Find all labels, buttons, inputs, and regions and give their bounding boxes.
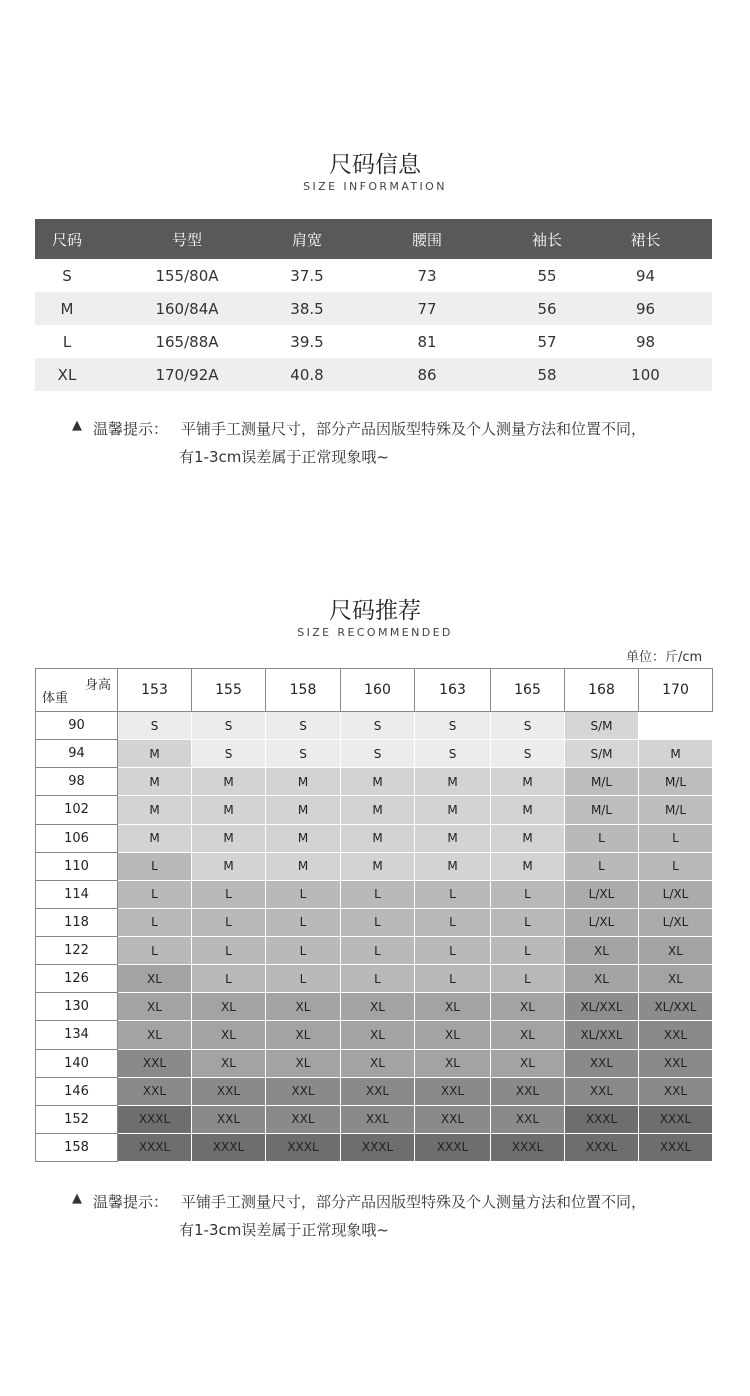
size-cell: L	[415, 937, 491, 965]
corner-weight-label: 体重	[42, 691, 69, 706]
size-info-header-cell: 裙长	[579, 219, 712, 259]
size-cell: XL	[118, 965, 192, 993]
size-cell: L	[118, 852, 192, 880]
size-cell: XXXL	[565, 1105, 639, 1133]
size-cell: L	[341, 880, 415, 908]
weight-cell: 158	[36, 1133, 118, 1161]
size-cell: M	[192, 768, 266, 796]
size-info-cell: 40.8	[275, 358, 339, 391]
warning-icon: ▲	[72, 1191, 82, 1206]
size-info-cell: 39.5	[290, 332, 324, 351]
weight-cell: 130	[36, 993, 118, 1021]
size-info-cell: 81	[417, 332, 437, 351]
weight-cell: 94	[36, 740, 118, 768]
size-cell: M	[341, 796, 415, 824]
size-cell: XL	[118, 993, 192, 1021]
weight-row	[36, 1077, 713, 1105]
size-cell: L	[341, 965, 415, 993]
size-cell: S	[415, 740, 491, 768]
size-cell: XXL	[341, 1077, 415, 1105]
size-cell: L	[565, 824, 639, 852]
size-cell: XXL	[266, 1105, 341, 1133]
size-cell: XXXL	[491, 1133, 565, 1161]
size-cell: M	[415, 824, 491, 852]
size-cell: L	[639, 852, 713, 880]
unit-label: 单位：斤/cm	[626, 650, 703, 665]
size-cell: M	[341, 852, 415, 880]
size-cell: L	[118, 908, 192, 936]
size-cell: XXL	[118, 1049, 192, 1077]
size-cell: XXL	[415, 1105, 491, 1133]
size-info-cell: 38.5	[275, 292, 339, 325]
size-cell: XL	[415, 1049, 491, 1077]
size-info-row	[35, 358, 712, 391]
size-info-header-cell: 尺码	[35, 219, 99, 259]
weight-row	[36, 1049, 713, 1077]
weight-row	[36, 1021, 713, 1049]
size-cell: S/M	[565, 740, 639, 768]
size-cell: M	[415, 852, 491, 880]
size-info-table	[35, 219, 712, 391]
size-cell: L	[341, 937, 415, 965]
size-info-cell: 86	[339, 358, 515, 391]
size-cell: XL	[341, 1021, 415, 1049]
size-cell: M/L	[639, 796, 713, 824]
size-cell: L	[491, 965, 565, 993]
size-cell: L	[192, 908, 266, 936]
weight-cell: 140	[36, 1049, 118, 1077]
size-cell: S	[341, 712, 415, 740]
size-info-cell: XL	[35, 358, 99, 391]
size-info-cell: 96	[579, 292, 712, 325]
size-cell: S	[415, 712, 491, 740]
size-info-title: 尺码信息	[329, 152, 421, 178]
size-cell: XL	[491, 993, 565, 1021]
size-cell: XL	[341, 1049, 415, 1077]
size-cell: XL	[266, 1021, 341, 1049]
size-cell: S	[118, 712, 192, 740]
height-header-cell: 163	[415, 669, 491, 712]
weight-row	[36, 852, 713, 880]
size-info-cell: 57	[537, 332, 557, 351]
size-info-cell: 55	[537, 266, 557, 285]
height-header-cell: 170	[639, 669, 713, 712]
size-cell: M	[266, 768, 341, 796]
weight-cell: 134	[36, 1021, 118, 1049]
size-cell: M	[118, 796, 192, 824]
size-cell: XXL	[341, 1105, 415, 1133]
weight-cell: 146	[36, 1077, 118, 1105]
height-header-cell: 165	[491, 669, 565, 712]
weight-cell: 90	[36, 712, 118, 740]
size-cell: L	[491, 937, 565, 965]
weight-row	[36, 796, 713, 824]
size-info-cell: L	[62, 332, 72, 351]
weight-row	[36, 712, 713, 740]
size-cell: M	[192, 852, 266, 880]
size-cell: L/XL	[639, 908, 713, 936]
size-cell: L	[341, 908, 415, 936]
size-cell: L	[192, 937, 266, 965]
size-cell: L	[192, 965, 266, 993]
tip-line-1: 平铺手工测量尺寸，部分产品因版型特殊及个人测量方法和位置不同，	[181, 420, 647, 438]
size-cell: XL	[639, 937, 713, 965]
size-cell: XL	[415, 993, 491, 1021]
size-cell: XXL	[491, 1077, 565, 1105]
size-cell: M	[491, 796, 565, 824]
height-header-cell: 168	[565, 669, 639, 712]
size-cell: L	[266, 908, 341, 936]
size-info-cell: 94	[635, 266, 656, 285]
size-cell: L	[118, 880, 192, 908]
size-cell: L	[491, 908, 565, 936]
weight-cell: 152	[36, 1105, 118, 1133]
size-cell: XXL	[192, 1077, 266, 1105]
size-cell: XL	[192, 1049, 266, 1077]
size-info-header-cell: 袖长	[515, 219, 579, 259]
size-info-cell: S	[62, 266, 72, 285]
weight-cell: 126	[36, 965, 118, 993]
corner-height-label: 身高	[84, 678, 111, 693]
size-cell: M	[639, 740, 713, 768]
size-cell: XL	[118, 1021, 192, 1049]
size-cell: XL	[639, 965, 713, 993]
size-cell: M	[266, 852, 341, 880]
size-cell: XXL	[565, 1049, 639, 1077]
size-info-row	[35, 325, 712, 358]
size-cell: XXL	[639, 1077, 713, 1105]
size-cell: M	[491, 768, 565, 796]
size-cell: L	[266, 937, 341, 965]
size-cell: XXXL	[341, 1133, 415, 1161]
size-cell: S	[341, 740, 415, 768]
weight-row	[36, 824, 713, 852]
size-cell: L	[565, 852, 639, 880]
tip-line-1: 平铺手工测量尺寸，部分产品因版型特殊及个人测量方法和位置不同，	[181, 1193, 647, 1211]
size-cell: XXL	[118, 1077, 192, 1105]
size-recommend-title: 尺码推荐	[329, 598, 421, 624]
size-info-header-cell: 腰围	[339, 219, 515, 259]
size-info-cell: 73	[417, 266, 437, 285]
size-cell: XL	[565, 965, 639, 993]
size-info-cell: 165/88A	[155, 332, 219, 351]
size-cell: XXXL	[565, 1133, 639, 1161]
size-cell: XL	[341, 993, 415, 1021]
size-cell: M	[118, 824, 192, 852]
size-cell: XL	[491, 1021, 565, 1049]
size-recommend-subtitle: SIZE RECOMMENDED	[297, 626, 453, 639]
size-cell: M	[415, 768, 491, 796]
size-cell: L	[415, 965, 491, 993]
tip-label: 温馨提示：	[93, 1193, 169, 1211]
size-cell: XL	[266, 993, 341, 1021]
size-cell: M/L	[565, 768, 639, 796]
size-cell: XXL	[491, 1105, 565, 1133]
size-cell: L	[639, 824, 713, 852]
size-info-cell: 100	[579, 358, 712, 391]
size-cell: XXL	[266, 1077, 341, 1105]
size-cell: XL/XXL	[565, 993, 639, 1021]
size-cell: XL	[192, 993, 266, 1021]
weight-cell: 98	[36, 768, 118, 796]
weight-cell: 106	[36, 824, 118, 852]
size-cell: S	[266, 712, 341, 740]
weight-row	[36, 993, 713, 1021]
size-cell: M	[192, 796, 266, 824]
size-cell: XXXL	[415, 1133, 491, 1161]
tip-line-2: 有1-3cm误差属于正常现象哦~	[179, 1221, 389, 1239]
size-cell: M	[341, 768, 415, 796]
size-info-cell: 37.5	[290, 266, 324, 285]
size-cell: M	[491, 824, 565, 852]
size-cell: L	[266, 965, 341, 993]
tip-label: 温馨提示：	[93, 420, 169, 438]
size-cell: S/M	[565, 712, 639, 740]
size-info-cell: 170/92A	[99, 358, 275, 391]
size-cell: M	[266, 796, 341, 824]
size-cell: XL	[491, 1049, 565, 1077]
size-cell: M/L	[565, 796, 639, 824]
size-cell: XL	[192, 1021, 266, 1049]
size-cell: XXXL	[266, 1133, 341, 1161]
size-cell: S	[266, 740, 341, 768]
size-cell: XXL	[565, 1077, 639, 1105]
warning-icon: ▲	[72, 418, 82, 433]
size-info-header-cell: 肩宽	[275, 219, 339, 259]
size-cell: XXXL	[118, 1133, 192, 1161]
size-cell: L/XL	[639, 880, 713, 908]
weight-cell: 122	[36, 937, 118, 965]
weight-cell: 114	[36, 880, 118, 908]
size-cell: XXXL	[639, 1105, 713, 1133]
size-cell: M	[192, 824, 266, 852]
weight-row	[36, 740, 713, 768]
height-header-cell: 158	[266, 669, 341, 712]
size-info-row	[35, 259, 712, 292]
height-header-cell: 153	[118, 669, 192, 712]
size-cell: L	[118, 937, 192, 965]
size-cell: S	[491, 712, 565, 740]
size-info-cell: 98	[635, 332, 656, 351]
tip-line-2: 有1-3cm误差属于正常现象哦~	[179, 448, 389, 466]
size-cell: L	[266, 880, 341, 908]
size-info-cell: 56	[515, 292, 579, 325]
size-cell: XXXL	[192, 1133, 266, 1161]
size-cell: M	[118, 768, 192, 796]
size-info-cell: 160/84A	[99, 292, 275, 325]
size-cell: XL/XXL	[639, 993, 713, 1021]
size-cell: XL	[565, 937, 639, 965]
weight-row	[36, 768, 713, 796]
size-cell: XXL	[192, 1105, 266, 1133]
size-cell: XXL	[415, 1077, 491, 1105]
size-cell: L	[491, 880, 565, 908]
size-info-row	[35, 292, 712, 325]
size-cell: M	[491, 852, 565, 880]
size-info-cell: 155/80A	[155, 266, 219, 285]
weight-row	[36, 880, 713, 908]
size-info-cell: 58	[515, 358, 579, 391]
weight-cell: 118	[36, 908, 118, 936]
size-cell: XXL	[639, 1049, 713, 1077]
size-info-header-cell: 号型	[99, 219, 275, 259]
size-cell: XL	[415, 1021, 491, 1049]
size-cell: L/XL	[565, 880, 639, 908]
weight-row	[36, 1133, 713, 1161]
size-cell: L/XL	[565, 908, 639, 936]
size-cell: M	[118, 740, 192, 768]
size-cell: S	[491, 740, 565, 768]
size-cell: XL	[266, 1049, 341, 1077]
size-info-header-row	[35, 219, 712, 259]
size-recommend-table	[35, 668, 713, 1162]
size-cell: S	[192, 712, 266, 740]
weight-row	[36, 965, 713, 993]
size-cell: M/L	[639, 768, 713, 796]
size-cell: S	[192, 740, 266, 768]
size-cell: XXXL	[118, 1105, 192, 1133]
height-header-cell: 155	[192, 669, 266, 712]
size-info-cell: 77	[339, 292, 515, 325]
weight-row	[36, 1105, 713, 1133]
size-cell: XL/XXL	[565, 1021, 639, 1049]
weight-row	[36, 937, 713, 965]
height-header-row	[36, 669, 713, 712]
size-cell: M	[341, 824, 415, 852]
weight-cell: 102	[36, 796, 118, 824]
size-cell: M	[266, 824, 341, 852]
size-cell: L	[192, 880, 266, 908]
size-cell: XXXL	[639, 1133, 713, 1161]
size-cell-empty	[639, 712, 713, 740]
height-header-cell: 160	[341, 669, 415, 712]
weight-cell: 110	[36, 852, 118, 880]
size-cell: M	[415, 796, 491, 824]
size-cell: L	[415, 880, 491, 908]
size-info-cell: M	[35, 292, 99, 325]
size-cell: L	[415, 908, 491, 936]
corner-header-cell	[36, 669, 118, 712]
size-cell: XXL	[639, 1021, 713, 1049]
size-info-subtitle: SIZE INFORMATION	[303, 180, 447, 193]
weight-row	[36, 908, 713, 936]
